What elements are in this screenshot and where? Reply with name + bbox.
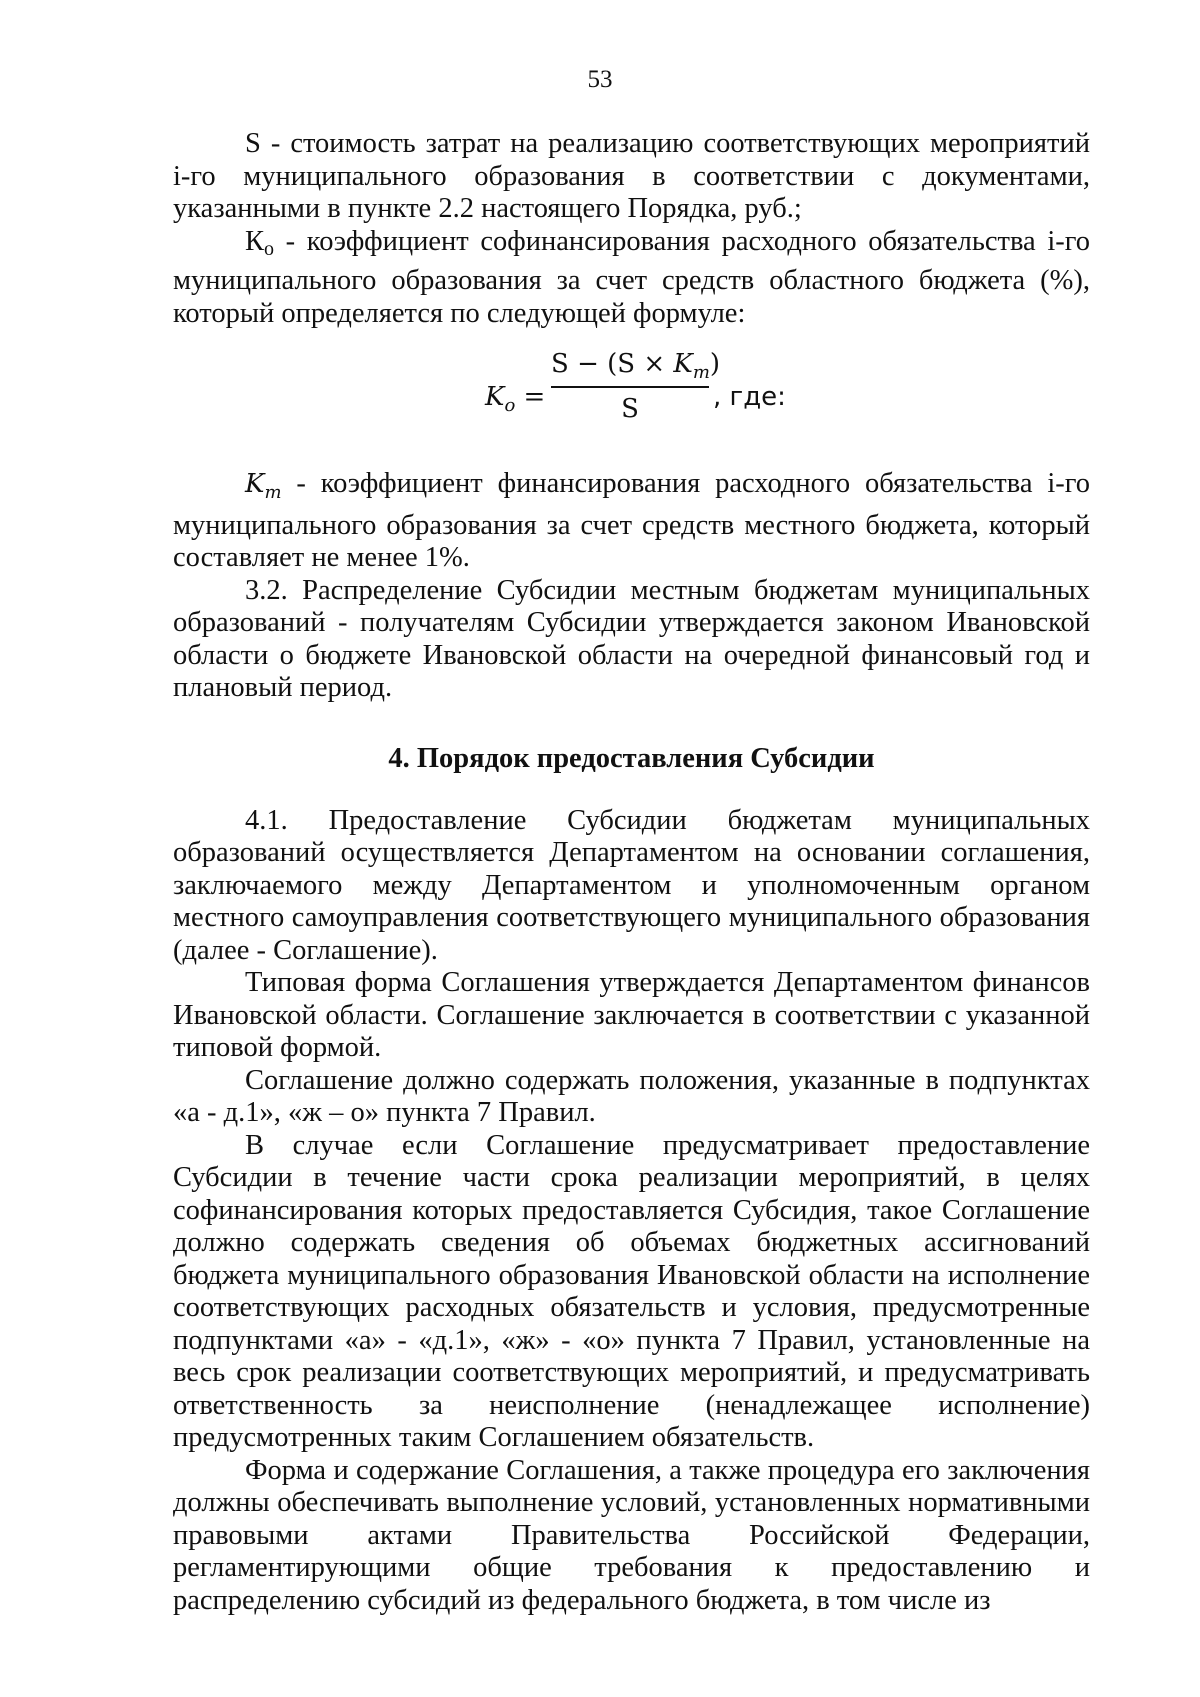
formula-tail: , где: xyxy=(713,382,786,412)
paragraph-3-2: 3.2. Распределение Субсидии местным бюджетам муниципальных образований - получателям Субсидии утверждается законом Ивановской области о бюджете Ивановской области на очередной финансовый год и плановый период. xyxy=(173,574,1090,704)
paragraph-ko-definition: $К_о$ - коэффициент софинансирования расходного обязательства i-го муниципального образования за счет средств областного бюджета (%), который определяется по следующей формуле: xyxy=(173,225,1090,329)
formula-denominator: S xyxy=(621,394,639,424)
paragraph-typical-form: Типовая форма Соглашения утверждается Департаментом финансов Ивановской области. Соглашение заключается в соответствии с указанной типовой формой. xyxy=(173,967,1090,1064)
paragraph-partial-term: В случае если Соглашение предусматривает предоставление Субсидии в течение части срока реализации мероприятий, в целях софинансирования которых предоставляется Субсидия, такое Соглашение должно содержать сведения об объемах бюджетных ассигнований бюджета муниципального образования Ивановской области на исполнение соответствующих расходных обязательств и условия, предусмотренные подпунктами «а» - «д.1», «ж» - «о» пункта 7 Правил, установленные на весь срок реализации соответствующих мероприятий, и предусматривать ответственность за неисполнение (ненадлежащее исполнение) предусмотренных таким Соглашением обязательств. xyxy=(173,1129,1090,1454)
fraction-bar xyxy=(551,386,709,388)
paragraph-agreement-provisions: Соглашение должно содержать положения, указанные в подпунктах «а - д.1», «ж – о» пункта 7 Правил. xyxy=(173,1064,1090,1129)
km-symbol: $K_m$ xyxy=(245,469,282,504)
ko-symbol: $К_о$ xyxy=(245,225,275,260)
page-number: 53 xyxy=(587,66,613,93)
ko-formula xyxy=(173,346,1090,454)
paragraph-s-definition: S - стоимость затрат на реализацию соответствующих мероприятий i-го муниципального образования в соответствии с документами, указанными в пункте 2.2 настоящего Порядка, руб.; xyxy=(173,128,1090,224)
formula-numerator: $S - (S \times K_m)$ xyxy=(551,349,721,384)
paragraph-km-definition: $K_m$ - коэффициент финансирования расходного обязательства i-го муниципального образования за счет средств местного бюджета, который составляет не менее 1%. xyxy=(173,468,1090,574)
formula-fraction xyxy=(551,346,721,426)
paragraph-4-1: 4.1. Предоставление Субсидии бюджетам муниципальных образований осуществляется Департаментом на основании соглашения, заключаемого между Департаментом и уполномоченным органом местного самоуправления соответствующего муниципального образования (далее - Соглашение). xyxy=(173,804,1090,966)
formula-lhs: $K_o$ = xyxy=(485,382,546,417)
document-body xyxy=(173,128,1090,1617)
paragraph-form-content: Форма и содержание Соглашения, а также процедура его заключения должны обеспечивать выполнение условий, установленных нормативными правовыми актами Правительства Российской Федерации, регламентирующими общие требования к предоставлению и распределению субсидий из федерального бюджета, в том числе из xyxy=(173,1454,1090,1616)
section-heading: 4. Порядок предоставления Субсидии xyxy=(388,742,875,774)
